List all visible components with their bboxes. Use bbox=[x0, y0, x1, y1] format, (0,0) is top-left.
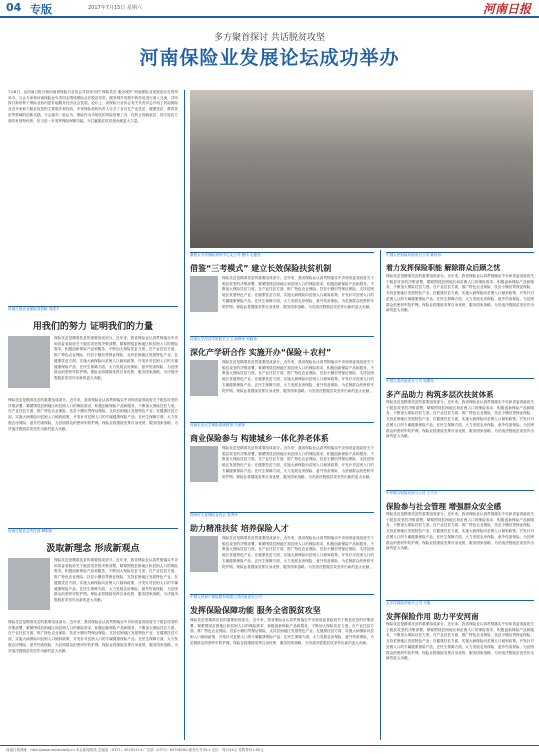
article-label: 河南日报农业保险部供稿 刘建平 bbox=[8, 306, 178, 313]
article-headline: 商业保险参与 构建城乡一体化养老体系 bbox=[190, 434, 329, 443]
article-headline: 汲取新理念 形成新观点 bbox=[46, 544, 140, 554]
right-article-2 bbox=[386, 378, 534, 488]
author-photo bbox=[190, 360, 218, 396]
left-article-1 bbox=[8, 306, 178, 526]
kicker: 多方聚首探讨 共话脱贫攻坚 bbox=[214, 33, 325, 43]
article-label: 中华联合财险河南分公司 王小平 bbox=[386, 490, 534, 497]
article-label: 河南大学经济学院院长王卫 副教授 何稳善 bbox=[190, 336, 374, 343]
article-label: 河南日报社会责任部 柳银萍 bbox=[8, 528, 178, 535]
article-body: 保险扶贫是精准扶贫的重要组成部分。近年来，我省保险业认真贯彻落实中央和省委省政府关于脱贫攻坚的决策部署，紧紧围绕贫困地区和贫困人口的保险需求，积极创新保险产品和服务，不断加大保险扶贫力度。在产业扶贫方面，推广特色农业保险、扶贫小额信贷保证保险，支持贫困地区发展特色产业；在健康扶贫方面，实施大病保险向贫困人口倾斜政策，开发针对贫困人口的专属健康保险产品；在民生保障方面，大力发展农房保险、意外伤害保险，为贫困群众织密织牢防护网。保险业将继续发挥自身优势，服务国家战略，为决战决胜脱贫攻坚作出新的更大贡献。 bbox=[54, 558, 178, 602]
article-headline: 保险参与社会管理 增强群众安全感 bbox=[386, 502, 502, 511]
article-label: 中国人寿河南省分公司 周增亮 bbox=[386, 378, 534, 385]
main-headline: 河南保险业发展论坛成功举办 bbox=[139, 47, 400, 69]
column-divider bbox=[380, 250, 381, 740]
article-headline: 发挥保险作用 助力平安河南 bbox=[386, 612, 479, 621]
article-body: 保险扶贫是精准扶贫的重要组成部分。近年来，我省保险业认真贯彻落实中央和省委省政府关于脱贫攻坚的决策部署，紧紧围绕贫困地区和贫困人口的保险需求，积极创新保险产品和服务，不断加大保险扶贫力度。在产业扶贫方面，推广特色农业保险、扶贫小额信贷保证保险，支持贫困地区发展特色产业；在健康扶贫方面，实施大病保险向贫困人口倾斜政策，开发针对贫困人口的专属健康保险产品；在民生保障方面，大力发展农房保险、意外伤害保险，为贫困群众织密织牢防护网。保险业将继续发挥自身优势，服务国家战略，为决战决胜脱贫攻坚作出新的更大贡献。 bbox=[222, 536, 374, 569]
center-article-3 bbox=[190, 422, 374, 512]
article-body: 保险扶贫是精准扶贫的重要组成部分。近年来，我省保险业认真贯彻落实中央和省委省政府关于脱贫攻坚的决策部署，紧紧围绕贫困地区和贫困人口的保险需求，积极创新保险产品和服务，不断加大保险扶贫力度。在产业扶贫方面，推广特色农业保险、扶贫小额信贷保证保险，支持贫困地区发展特色产业；在健康扶贫方面，实施大病保险向贫困人口倾斜政策，开发针对贫困人口的专属健康保险产品；在民生保障方面，大力发展农房保险、意外伤害保险，为贫困群众织密织牢防护网。保险业将继续发挥自身优势，服务国家战略，为决战决胜脱贫攻坚作出新的更大贡献。 bbox=[386, 622, 534, 661]
page-header bbox=[0, 0, 539, 18]
column-divider bbox=[184, 90, 185, 740]
article-body: 保险扶贫是精准扶贫的重要组成部分。近年来，我省保险业认真贯彻落实中央和省委省政府关于脱贫攻坚的决策部署，紧紧围绕贫困地区和贫困人口的保险需求，积极创新保险产品和服务，不断加大保险扶贫力度。在产业扶贫方面，推广特色农业保险、扶贫小额信贷保证保险，支持贫困地区发展特色产业；在健康扶贫方面，实施大病保险向贫困人口倾斜政策，开发针对贫困人口的专属健康保险产品；在民生保障方面，大力发展农房保险、意外伤害保险，为贫困群众织密织牢防护网。保险业将继续发挥自身优势，服务国家战略，为决战决胜脱贫攻坚作出新的更大贡献。 bbox=[222, 446, 374, 479]
article-headline: 借鉴“三考模式” 建立长效保险扶贫机制 bbox=[190, 264, 332, 273]
article-body: 保险扶贫是精准扶贫的重要组成部分。近年来，我省保险业认真贯彻落实中央和省委省政府关于脱贫攻坚的决策部署，紧紧围绕贫困地区和贫困人口的保险需求，积极创新保险产品和服务，不断加大保险扶贫力度。在产业扶贫方面，推广特色农业保险、扶贫小额信贷保证保险，支持贫困地区发展特色产业；在健康扶贫方面，实施大病保险向贫困人口倾斜政策，开发针对贫困人口的专属健康保险产品；在民生保障方面，大力发展农房保险、意外伤害保险，为贫困群众织密织牢防护网。保险业将继续发挥自身优势，服务国家战略，为决战决胜脱贫攻坚作出新的更大贡献。 bbox=[222, 276, 374, 309]
article-body: 保险扶贫是精准扶贫的重要组成部分。近年来，我省保险业认真贯彻落实中央和省委省政府关于脱贫攻坚的决策部署，紧紧围绕贫困地区和贫困人口的保险需求，积极创新保险产品和服务，不断加大保险扶贫力度。在产业扶贫方面，推广特色农业保险、扶贫小额信贷保证保险，支持贫困地区发展特色产业；在健康扶贫方面，实施大病保险向贫困人口倾斜政策，开发针对贫困人口的专属健康保险产品；在民生保障方面，大力发展农房保险、意外伤害保险，为贫困群众织密织牢防护网。保险业将继续发挥自身优势，服务国家战略，为决战决胜脱贫攻坚作出新的更大贡献。 bbox=[190, 618, 374, 645]
article-body: 保险扶贫是精准扶贫的重要组成部分。近年来，我省保险业认真贯彻落实中央和省委省政府关于脱贫攻坚的决策部署，紧紧围绕贫困地区和贫困人口的保险需求，积极创新保险产品和服务，不断加大保险扶贫力度。在产业扶贫方面，推广特色农业保险、扶贫小额信贷保证保险，支持贫困地区发展特色产业；在健康扶贫方面，实施大病保险向贫困人口倾斜政策，开发针对贫困人口的专属健康保险产品；在民生保障方面，大力发展农房保险、意外伤害保险，为贫困群众织密织牢防护网。保险业将继续发挥自身优势，服务国家战略，为决战决胜脱贫攻坚作出新的更大贡献。 bbox=[54, 336, 178, 380]
article-label: 重阳太平洋保险郑州中心支公司 鲁伟 毛德亮 bbox=[190, 252, 374, 259]
center-article-5 bbox=[190, 594, 374, 742]
page-footer: 河南日报网址：http://www.henandaily.cn 本社新闻热线 总编室（0371）65795114 广告部（0371）65796260 邮发代号35-1 定价：每月54元 零售每份1.80元 bbox=[0, 745, 539, 754]
right-article-4 bbox=[386, 600, 534, 742]
right-article-1 bbox=[386, 252, 534, 376]
author-photo bbox=[8, 558, 50, 610]
issue-date: 2017年7月15日 星期六 bbox=[88, 5, 142, 11]
lead-article: 7月8日，由河南日报社和河南省保险行业协会共同举办的“保险扶贫 服务城乡”河南保险业发展论坛在郑州举办。与会专家和河南保险业负责同志围绕保险业在脱贫攻坚、服务城乡发展中的作用进行深入交流，共同探讨新形势下保险业如何更好地服务经济社会发展。论坛上，省保险行业协会有关负责同志介绍了河南保险业近年来助力脱贫攻坚的主要做法和经验，多家保险机构负责人分享了各自在产业扶贫、健康扶贫、教育扶贫等领域的创新实践。与会嘉宾一致认为，保险作为市场化的风险管理工具，在防止因病致贫、因灾返贫方面具有独特优势，应当进一步发挥保险保障功能，为打赢脱贫攻坚战贡献更大力量。 bbox=[8, 90, 178, 123]
newspaper-logo: 河南日报 bbox=[482, 2, 531, 16]
author-photo bbox=[190, 446, 218, 482]
article-headline: 用我们的努力 证明我们的力量 bbox=[32, 322, 154, 332]
article-label: 太平洋财险河南分公司 马瑞 bbox=[386, 600, 534, 607]
article-body: 保险扶贫是精准扶贫的重要组成部分。近年来，我省保险业认真贯彻落实中央和省委省政府关于脱贫攻坚的决策部署，紧紧围绕贫困地区和贫困人口的保险需求，积极创新保险产品和服务，不断加大保险扶贫力度。在产业扶贫方面，推广特色农业保险、扶贫小额信贷保证保险，支持贫困地区发展特色产业；在健康扶贫方面，实施大病保险向贫困人口倾斜政策，开发针对贫困人口的专属健康保险产品；在民生保障方面，大力发展农房保险、意外伤害保险，为贫困群众织密织牢防护网。保险业将继续发挥自身优势，服务国家战略，为决战决胜脱贫攻坚作出新的更大贡献。 bbox=[222, 360, 374, 393]
edition-label: 专版 bbox=[30, 3, 52, 16]
article-body: 保险扶贫是精准扶贫的重要组成部分。近年来，我省保险业认真贯彻落实中央和省委省政府关于脱贫攻坚的决策部署，紧紧围绕贫困地区和贫困人口的保险需求，积极创新保险产品和服务，不断加大保险扶贫力度。在产业扶贫方面，推广特色农业保险、扶贫小额信贷保证保险，支持贫困地区发展特色产业；在健康扶贫方面，实施大病保险向贫困人口倾斜政策，开发针对贫困人口的专属健康保险产品；在民生保障方面，大力发展农房保险、意外伤害保险，为贫困群众织密织牢防护网。保险业将继续发挥自身优势，服务国家战略，为决战决胜脱贫攻坚作出新的更大贡献。 bbox=[386, 400, 534, 439]
left-article-2 bbox=[8, 528, 178, 742]
article-label: 中国人民财产保险股份有限公司河南省分公司 bbox=[190, 594, 374, 601]
article-label: 河南农业大学保险系副教授 吕丽萍 bbox=[190, 422, 374, 429]
author-photo bbox=[8, 336, 50, 388]
article-label: 中国人民财险河南省分公司 黄培培 bbox=[386, 252, 534, 259]
article-body-cont: 保险扶贫是精准扶贫的重要组成部分。近年来，我省保险业认真贯彻落实中央和省委省政府关于脱贫攻坚的决策部署，紧紧围绕贫困地区和贫困人口的保险需求，积极创新保险产品和服务，不断加大保险扶贫力度。在产业扶贫方面，推广特色农业保险、扶贫小额信贷保证保险，支持贫困地区发展特色产业；在健康扶贫方面，实施大病保险向贫困人口倾斜政策，开发针对贫困人口的专属健康保险产品；在民生保障方面，大力发展农房保险、意外伤害保险，为贫困群众织密织牢防护网。保险业将继续发挥自身优势，服务国家战略，为决战决胜脱贫攻坚作出新的更大贡献。 bbox=[8, 620, 178, 653]
center-article-1 bbox=[190, 252, 374, 336]
center-article-2 bbox=[190, 336, 374, 422]
forum-group-photo bbox=[190, 90, 533, 248]
right-article-3 bbox=[386, 490, 534, 600]
article-body: 保险扶贫是精准扶贫的重要组成部分。近年来，我省保险业认真贯彻落实中央和省委省政府关于脱贫攻坚的决策部署，紧紧围绕贫困地区和贫困人口的保险需求，积极创新保险产品和服务，不断加大保险扶贫力度。在产业扶贫方面，推广特色农业保险、扶贫小额信贷保证保险，支持贫困地区发展特色产业；在健康扶贫方面，实施大病保险向贫困人口倾斜政策，开发针对贫困人口的专属健康保险产品；在民生保障方面，大力发展农房保险、意外伤害保险，为贫困群众织密织牢防护网。保险业将继续发挥自身优势，服务国家战略，为决战决胜脱贫攻坚作出新的更大贡献。 bbox=[386, 274, 534, 313]
article-headline: 助力精准扶贫 培养保险人才 bbox=[190, 524, 289, 533]
article-headline: 发挥保险保障功能 服务全省脱贫攻坚 bbox=[190, 606, 321, 615]
article-headline: 着力发挥保险职能 解除群众后顾之忧 bbox=[386, 264, 501, 272]
article-body: 保险扶贫是精准扶贫的重要组成部分。近年来，我省保险业认真贯彻落实中央和省委省政府关于脱贫攻坚的决策部署，紧紧围绕贫困地区和贫困人口的保险需求，积极创新保险产品和服务，不断加大保险扶贫力度。在产业扶贫方面，推广特色农业保险、扶贫小额信贷保证保险，支持贫困地区发展特色产业；在健康扶贫方面，实施大病保险向贫困人口倾斜政策，开发针对贫困人口的专属健康保险产品；在民生保障方面，大力发展农房保险、意外伤害保险，为贫困群众织密织牢防护网。保险业将继续发挥自身优势，服务国家战略，为决战决胜脱贫攻坚作出新的更大贡献。 bbox=[386, 512, 534, 551]
article-label: 郑州市人寿保险业协会 张秀玲 bbox=[190, 512, 374, 519]
author-photo bbox=[190, 276, 218, 312]
article-body-cont: 保险扶贫是精准扶贫的重要组成部分。近年来，我省保险业认真贯彻落实中央和省委省政府关于脱贫攻坚的决策部署，紧紧围绕贫困地区和贫困人口的保险需求，积极创新保险产品和服务，不断加大保险扶贫力度。在产业扶贫方面，推广特色农业保险、扶贫小额信贷保证保险，支持贫困地区发展特色产业；在健康扶贫方面，实施大病保险向贫困人口倾斜政策，开发针对贫困人口的专属健康保险产品；在民生保障方面，大力发展农房保险、意外伤害保险，为贫困群众织密织牢防护网。保险业将继续发挥自身优势，服务国家战略，为决战决胜脱贫攻坚作出新的更大贡献。 bbox=[8, 398, 178, 431]
article-headline: 深化产学研合作 实施开办“保险＋农村” bbox=[190, 348, 332, 357]
author-photo bbox=[190, 536, 218, 572]
article-headline: 多产品助力 构筑多层次扶贫体系 bbox=[386, 390, 494, 399]
center-article-4 bbox=[190, 512, 374, 594]
page-number: 04 bbox=[6, 1, 22, 14]
